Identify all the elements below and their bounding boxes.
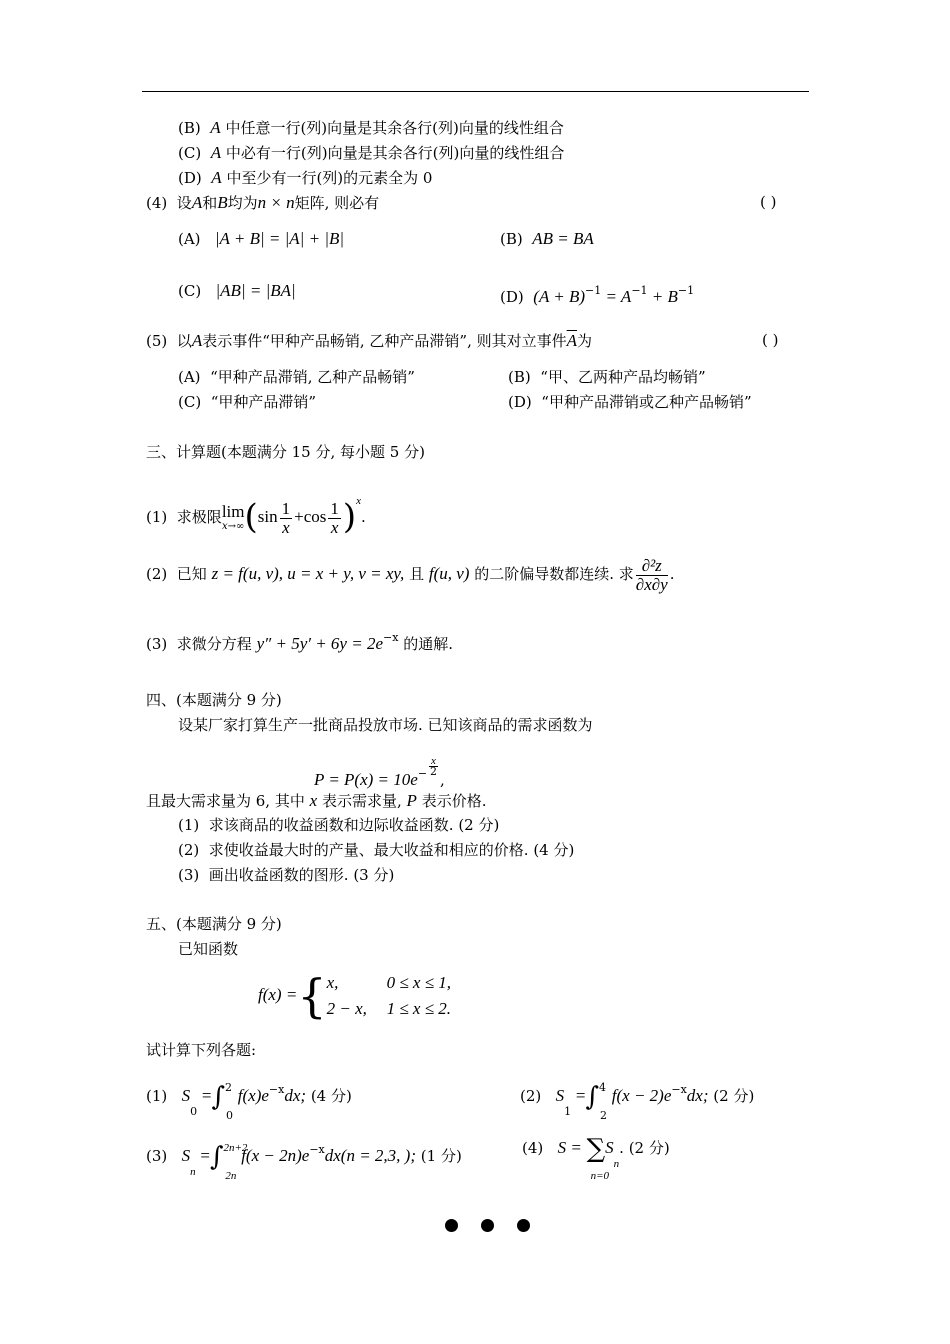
- option-formula: (A + B): [533, 287, 586, 306]
- question-number: (1): [178, 816, 200, 834]
- var-b: B: [217, 193, 228, 212]
- points: (4 分): [310, 1087, 352, 1105]
- stem-text: 矩阵, 则必有: [294, 194, 380, 212]
- case-1: [327, 970, 451, 996]
- ornament-dot: [481, 1219, 494, 1232]
- question-number: (5): [146, 332, 168, 350]
- cases: [327, 970, 451, 1022]
- numerator: ∂²z: [636, 557, 668, 576]
- option-formula: |A + B| = |A| + |B|: [214, 229, 345, 248]
- function: f(u, v): [428, 564, 470, 583]
- sec5-intro: 已知函数: [178, 940, 239, 958]
- answer-paren: ( ): [760, 193, 777, 211]
- integral-sign: ∫: [209, 1142, 224, 1172]
- var-a: A: [191, 193, 203, 212]
- q4-stem: [146, 193, 379, 213]
- denominator: 2: [429, 765, 437, 778]
- stem-text: 以: [176, 332, 192, 350]
- option-label: (D): [500, 288, 524, 306]
- sec5-item-2: [520, 1073, 754, 1131]
- stem-text: 且最大需求量为 6, 其中: [146, 792, 305, 810]
- question-number: (2): [520, 1087, 542, 1105]
- option-label: (A): [178, 230, 201, 248]
- subscript: n: [190, 1166, 196, 1178]
- subscript: n: [613, 1158, 620, 1170]
- question-number: (1): [146, 508, 168, 526]
- exponent: −x: [268, 1083, 285, 1096]
- numerator: x: [431, 755, 436, 767]
- function-lhs: f(x) =: [258, 985, 298, 1004]
- matrix-var: A: [210, 118, 221, 137]
- option-label: (C): [178, 282, 202, 300]
- period: .: [619, 1139, 624, 1157]
- numerator: 1: [281, 498, 291, 518]
- q4-option-c: [178, 281, 296, 301]
- subq-text: 求该商品的收益函数和边际收益函数. (2 分): [208, 816, 500, 834]
- equals: =: [201, 1086, 212, 1105]
- stem-text: 求微分方程: [176, 635, 252, 653]
- var-x: x: [309, 791, 318, 810]
- cos-fn: cos: [303, 507, 327, 526]
- partial-fraction: [636, 557, 668, 594]
- ornament-dot: [445, 1219, 458, 1232]
- right-paren: ): [342, 497, 357, 537]
- option-text: 中任意一行(列)向量是其余各行(列)向量的线性组合: [225, 119, 564, 137]
- subscript: 1: [564, 1105, 572, 1118]
- sum-sign: ∑: [586, 1134, 606, 1164]
- lower-limit: 0: [225, 1109, 233, 1122]
- stem-text: 的通解.: [403, 635, 453, 653]
- option-label: (B): [178, 119, 201, 137]
- demand-function: P = P(x) = 10e: [314, 770, 418, 789]
- option-text: 中至少有一行(列)的元素全为 0: [226, 169, 433, 187]
- option-text: 中必有一行(列)向量是其余各行(列)向量的线性组合: [225, 144, 565, 162]
- integrand: f(x − 2n)e: [241, 1146, 310, 1165]
- dimension: n × n: [257, 193, 295, 212]
- integral-sign: ∫: [585, 1082, 599, 1112]
- s-symbol: S: [181, 1086, 191, 1105]
- var-a-complement: $\overline{A}$: [566, 331, 578, 350]
- option-label: (D): [178, 169, 202, 187]
- q5-option-b: [508, 367, 706, 387]
- lower-limit: 2: [599, 1109, 607, 1122]
- stem-text: 表示需求量,: [321, 792, 402, 810]
- sum-operator: [586, 1133, 610, 1182]
- option-text: “甲种产品滞销, 乙种产品畅销”: [210, 368, 415, 386]
- left-brace: {: [297, 969, 327, 1023]
- exponent: x: [356, 495, 362, 507]
- sec4-intro: 设某厂家打算生产一批商品投放市场. 已知该商品的需求函数为: [178, 716, 593, 734]
- exp-fraction: [429, 756, 438, 777]
- upper-limit: 2: [224, 1081, 232, 1094]
- q5-option-c: [178, 392, 316, 412]
- subq-text: 求使收益最大时的产量、最大收益和相应的价格. (4 分): [208, 841, 575, 859]
- q5-option-a: [178, 367, 415, 387]
- var-p: P: [406, 791, 417, 810]
- exponent: −x: [383, 631, 399, 644]
- answer-paren: ( ): [762, 331, 779, 349]
- option-label: (D): [508, 393, 532, 411]
- sec3-problem-2: [146, 553, 674, 595]
- differential: dx;: [686, 1086, 709, 1105]
- q4-option-d: [500, 281, 694, 307]
- option-formula: AB = BA: [532, 229, 594, 248]
- sec3-problem-3: [146, 628, 453, 654]
- sec5-item-3: [146, 1133, 462, 1191]
- integral-sign: ∫: [211, 1082, 225, 1112]
- sec4-formula: [314, 756, 445, 790]
- upper-limit: 2n+2: [223, 1142, 248, 1154]
- equals: =: [575, 1086, 586, 1105]
- s-equals: S =: [557, 1138, 582, 1157]
- points: (2 分): [628, 1139, 670, 1157]
- question-number: (3): [146, 1147, 168, 1165]
- q3-option-c: [178, 143, 564, 163]
- option-label: (C): [178, 144, 202, 162]
- denominator: x: [330, 517, 339, 537]
- section-4-heading: 四、(本题满分 9 分): [146, 691, 282, 709]
- exp-sign: −: [417, 767, 428, 780]
- piecewise-function: [258, 968, 451, 1022]
- stem-text: 且: [409, 565, 425, 583]
- q3-option-d: [178, 168, 432, 188]
- stem-text: 的二阶偏导数都连续. 求: [474, 565, 634, 583]
- q4-option-a: [178, 229, 344, 249]
- section-5-heading: 五、(本题满分 9 分): [146, 915, 282, 933]
- stem-text: 均为: [227, 194, 258, 212]
- option-text: “甲、乙两种产品均畅销”: [540, 368, 706, 386]
- sec4-condition: [146, 791, 486, 811]
- limit-operator: [222, 503, 245, 533]
- sec4-subq-1: [178, 815, 499, 835]
- exponent: −1: [585, 284, 602, 297]
- option-formula: + B: [647, 287, 678, 306]
- stem-text: 表示事件“甲种产品畅销, 乙种产品滞销”, 则其对立事件: [202, 332, 567, 350]
- matrix-var: A: [210, 143, 222, 162]
- question-number: (4): [522, 1139, 544, 1157]
- subscript: 0: [190, 1105, 198, 1118]
- differential: dx;: [284, 1086, 307, 1105]
- stem-text: 为: [577, 332, 593, 350]
- ornament-dot: [517, 1219, 530, 1232]
- header-rule: [142, 91, 809, 92]
- question-number: (3): [178, 866, 200, 884]
- sec5-item-4: [522, 1133, 670, 1182]
- case-condition: 0 ≤ x ≤ 1,: [386, 973, 452, 992]
- q5-option-d: [508, 392, 752, 412]
- var-a: A: [191, 331, 203, 350]
- stem-text: 已知: [176, 565, 207, 583]
- exponent: −x: [309, 1143, 325, 1156]
- question-number: (2): [178, 841, 200, 859]
- s-symbol: S: [605, 1138, 614, 1157]
- fraction: [328, 500, 341, 537]
- lim-sub: x→∞: [221, 521, 245, 532]
- sec4-subq-2: [178, 840, 574, 860]
- sin-fn: sin: [257, 507, 278, 526]
- option-label: (C): [178, 393, 202, 411]
- denominator: ∂x∂y: [635, 574, 668, 594]
- question-number: (4): [146, 194, 168, 212]
- case-2: [327, 996, 451, 1022]
- s-symbol: S: [555, 1086, 565, 1105]
- q3-option-b: [178, 118, 564, 138]
- lower-limit: 2n: [225, 1170, 237, 1182]
- sum-lower: n=0: [590, 1170, 610, 1182]
- sec5-task: 试计算下列各题:: [146, 1041, 257, 1059]
- points: (2 分): [713, 1087, 755, 1105]
- points: (1 分): [420, 1147, 462, 1165]
- matrix-var: A: [211, 168, 222, 187]
- option-text: “甲种产品滞销或乙种产品畅销”: [541, 393, 752, 411]
- option-label: (B): [508, 368, 531, 386]
- q5-stem: [146, 331, 592, 351]
- stem-text: 设: [176, 194, 192, 212]
- fraction: [280, 500, 293, 537]
- equals: =: [200, 1146, 210, 1165]
- sec5-item-1: [146, 1073, 352, 1131]
- period: .: [669, 565, 675, 583]
- option-text: “甲种产品滞销”: [210, 393, 317, 411]
- differential: dx(n = 2,3, );: [324, 1146, 416, 1165]
- case-value: 2 − x,: [326, 999, 367, 1018]
- question-number: (1): [146, 1087, 168, 1105]
- equation: y″ + 5y′ + 6y = 2e: [256, 634, 383, 653]
- exponent: −x: [671, 1083, 687, 1096]
- left-paren: (: [244, 497, 258, 537]
- upper-limit: 4: [598, 1081, 606, 1094]
- subq-text: 画出收益函数的图形. (3 分): [208, 866, 395, 884]
- exponent: −1: [631, 284, 648, 297]
- integrand: f(x − 2)e: [611, 1086, 672, 1105]
- stem-text: 和: [202, 194, 218, 212]
- s-symbol: S: [181, 1146, 191, 1165]
- stem-text: 表示价格.: [421, 792, 487, 810]
- option-label: (A): [178, 368, 201, 386]
- period: .: [361, 508, 366, 526]
- section-3-heading: 三、计算题(本题满分 15 分, 每小题 5 分): [146, 443, 425, 461]
- option-formula: |AB| = |BA|: [215, 281, 296, 300]
- sec4-subq-3: [178, 865, 394, 885]
- stem-text: 求极限: [176, 508, 222, 526]
- option-label: (B): [500, 230, 523, 248]
- denominator: x: [282, 517, 290, 537]
- option-formula: = A: [601, 287, 632, 306]
- question-number: (3): [146, 635, 168, 653]
- numerator: 1: [330, 498, 339, 518]
- sec3-problem-1: [146, 478, 366, 540]
- exponent: −1: [677, 284, 695, 297]
- question-number: (2): [146, 565, 168, 583]
- comma: ,: [439, 771, 445, 789]
- case-value: x,: [326, 973, 339, 992]
- q4-option-b: [500, 229, 594, 249]
- lim-word: lim: [221, 502, 245, 521]
- case-condition: 1 ≤ x ≤ 2.: [386, 999, 452, 1018]
- plus: +: [294, 507, 304, 526]
- equation: z = f(u, v), u = x + y, v = xy,: [211, 564, 405, 583]
- integrand: f(x)e: [237, 1086, 269, 1105]
